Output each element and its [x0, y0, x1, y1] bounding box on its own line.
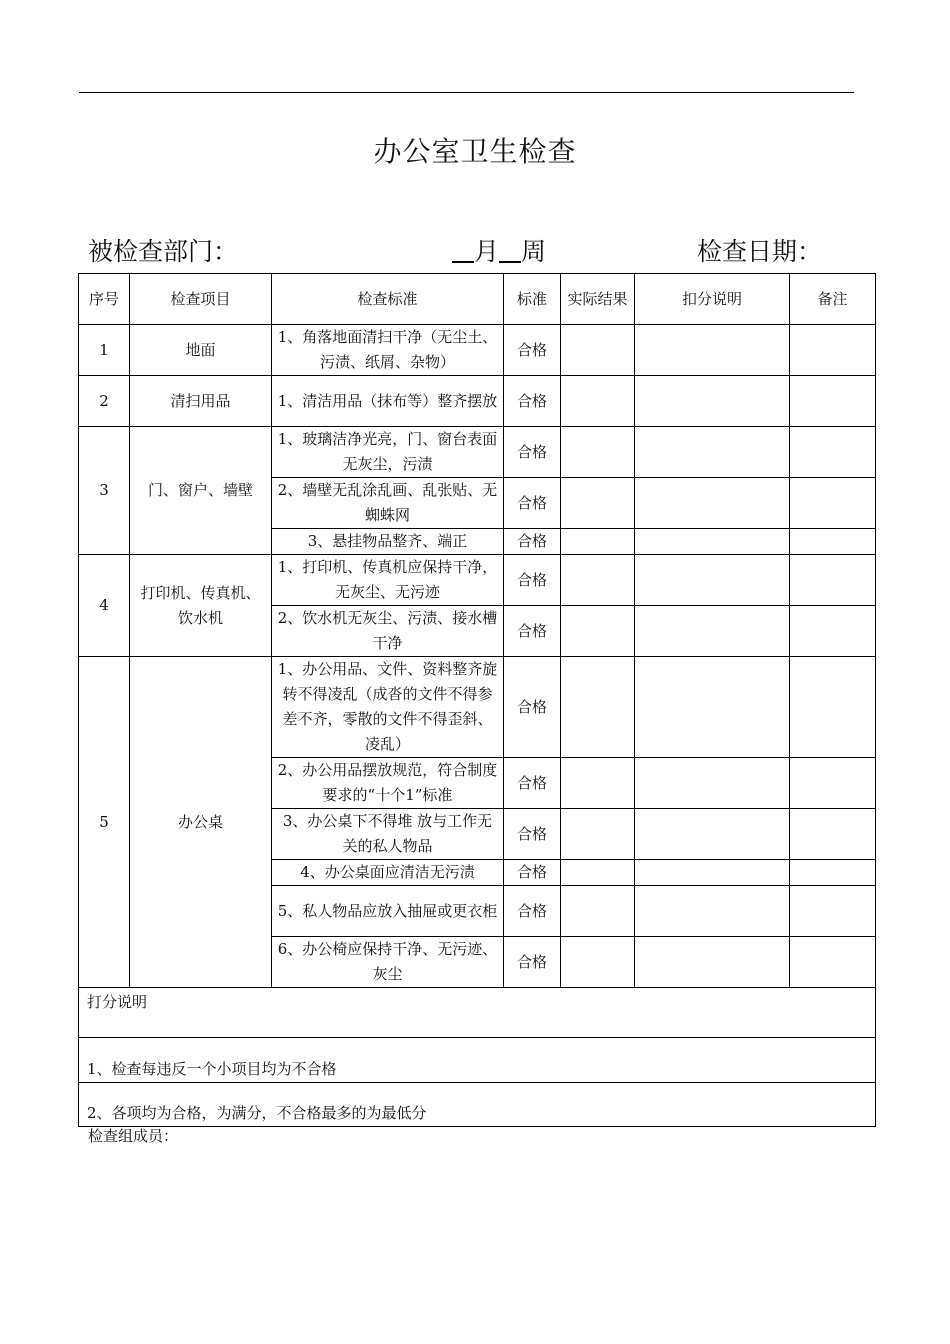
deduction-cell[interactable] — [635, 478, 790, 529]
row-standard: 3、办公桌下不得堆 放与工作无关的私人物品 — [272, 809, 504, 860]
remark-cell[interactable] — [790, 376, 876, 427]
row-standard: 2、饮水机无灰尘、污渍、接水槽干净 — [272, 606, 504, 657]
notes-rule-1: 1、检查每违反一个小项目均为不合格 — [79, 1038, 876, 1083]
week-blank — [499, 237, 521, 263]
result-cell[interactable] — [561, 529, 635, 555]
result-cell[interactable] — [561, 886, 635, 937]
remark-cell[interactable] — [790, 860, 876, 886]
week-label: 周 — [521, 237, 547, 266]
row-norm: 合格 — [504, 376, 561, 427]
row-norm: 合格 — [504, 606, 561, 657]
remark-cell[interactable] — [790, 657, 876, 758]
dept-label: 被检查部门： — [88, 237, 239, 266]
result-cell[interactable] — [561, 376, 635, 427]
deduction-cell[interactable] — [635, 886, 790, 937]
row-item: 打印机、传真机、饮水机 — [130, 555, 272, 657]
remark-cell[interactable] — [790, 555, 876, 606]
deduction-cell[interactable] — [635, 325, 790, 376]
table-row — [79, 657, 876, 758]
row-item: 清扫用品 — [130, 376, 272, 427]
result-cell[interactable] — [561, 478, 635, 529]
table-row — [79, 427, 876, 478]
header-no: 序号 — [79, 274, 130, 325]
row-norm: 合格 — [504, 427, 561, 478]
row-no: 1 — [79, 325, 130, 376]
date-label: 检查日期： — [697, 237, 823, 266]
row-standard: 4、办公桌面应清洁无污渍 — [272, 860, 504, 886]
remark-cell[interactable] — [790, 809, 876, 860]
row-norm: 合格 — [504, 325, 561, 376]
notes-rule-2: 2、各项均为合格，为满分，不合格最多的为最低分 — [79, 1083, 876, 1127]
deduction-cell[interactable] — [635, 860, 790, 886]
table-row — [79, 325, 876, 376]
row-item: 门、窗户、墙壁 — [130, 427, 272, 555]
deduction-cell[interactable] — [635, 376, 790, 427]
remark-cell[interactable] — [790, 478, 876, 529]
row-norm: 合格 — [504, 758, 561, 809]
row-norm: 合格 — [504, 860, 561, 886]
header-result: 实际结果 — [561, 274, 635, 325]
deduction-cell[interactable] — [635, 758, 790, 809]
remark-cell[interactable] — [790, 325, 876, 376]
result-cell[interactable] — [561, 809, 635, 860]
row-norm: 合格 — [504, 478, 561, 529]
remark-cell[interactable] — [790, 427, 876, 478]
notes-heading: 打分说明 — [79, 988, 876, 1038]
result-cell[interactable] — [561, 555, 635, 606]
deduction-cell[interactable] — [635, 529, 790, 555]
row-standard: 3、悬挂物品整齐、端正 — [272, 529, 504, 555]
row-standard: 1、角落地面清扫干净（无尘土、污渍、纸屑、杂物） — [272, 325, 504, 376]
remark-cell[interactable] — [790, 606, 876, 657]
remark-cell[interactable] — [790, 886, 876, 937]
header-remark: 备注 — [790, 274, 876, 325]
notes-heading-row — [79, 988, 876, 1038]
row-norm: 合格 — [504, 937, 561, 988]
remark-cell[interactable] — [790, 937, 876, 988]
row-item: 办公桌 — [130, 657, 272, 988]
row-standard: 6、办公椅应保持干净、无污迹、灰尘 — [272, 937, 504, 988]
deduction-cell[interactable] — [635, 657, 790, 758]
deduction-cell[interactable] — [635, 606, 790, 657]
deduction-cell[interactable] — [635, 555, 790, 606]
page-title: 办公室卫生检查 — [373, 135, 577, 168]
row-standard: 2、墙壁无乱涂乱画、乱张贴、无蜘蛛网 — [272, 478, 504, 529]
month-week-field — [452, 232, 546, 268]
row-standard: 1、清洁用品（抹布等）整齐摆放 — [272, 376, 504, 427]
result-cell[interactable] — [561, 758, 635, 809]
row-standard: 5、私人物品应放入抽屉或更衣柜 — [272, 886, 504, 937]
row-no: 2 — [79, 376, 130, 427]
row-norm: 合格 — [504, 657, 561, 758]
row-norm: 合格 — [504, 809, 561, 860]
row-norm: 合格 — [504, 529, 561, 555]
deduction-cell[interactable] — [635, 809, 790, 860]
result-cell[interactable] — [561, 325, 635, 376]
row-standard: 1、玻璃洁净光亮，门、窗台表面无灰尘，污渍 — [272, 427, 504, 478]
top-divider — [79, 92, 854, 93]
result-cell[interactable] — [561, 937, 635, 988]
inspection-table — [78, 273, 876, 1127]
result-cell[interactable] — [561, 606, 635, 657]
header-deduction: 扣分说明 — [635, 274, 790, 325]
header-standard: 检查标准 — [272, 274, 504, 325]
month-label: 月 — [474, 237, 500, 266]
result-cell[interactable] — [561, 427, 635, 478]
month-blank — [452, 237, 474, 263]
row-standard: 1、办公用品、文件、资料整齐旋转不得凌乱（成沓的文件不得参差不齐，零散的文件不得歪斜、凌乱） — [272, 657, 504, 758]
row-standard: 2、办公用品摆放规范，符合制度要求的“十个1”标准 — [272, 758, 504, 809]
header-norm: 标准 — [504, 274, 561, 325]
row-standard: 1、打印机、传真机应保持干净，无灰尘、无污迹 — [272, 555, 504, 606]
row-norm: 合格 — [504, 555, 561, 606]
deduction-cell[interactable] — [635, 427, 790, 478]
row-item: 地面 — [130, 325, 272, 376]
table-row — [79, 376, 876, 427]
header-item: 检查项目 — [130, 274, 272, 325]
result-cell[interactable] — [561, 657, 635, 758]
remark-cell[interactable] — [790, 758, 876, 809]
remark-cell[interactable] — [790, 529, 876, 555]
inspection-team-label: 检查组成员： — [88, 1127, 179, 1145]
notes-rule-row — [79, 1083, 876, 1127]
deduction-cell[interactable] — [635, 937, 790, 988]
row-no: 5 — [79, 657, 130, 988]
header-row — [79, 274, 876, 325]
row-norm: 合格 — [504, 886, 561, 937]
row-no: 4 — [79, 555, 130, 657]
result-cell[interactable] — [561, 860, 635, 886]
notes-rule-row — [79, 1038, 876, 1083]
row-no: 3 — [79, 427, 130, 555]
table-row — [79, 555, 876, 606]
